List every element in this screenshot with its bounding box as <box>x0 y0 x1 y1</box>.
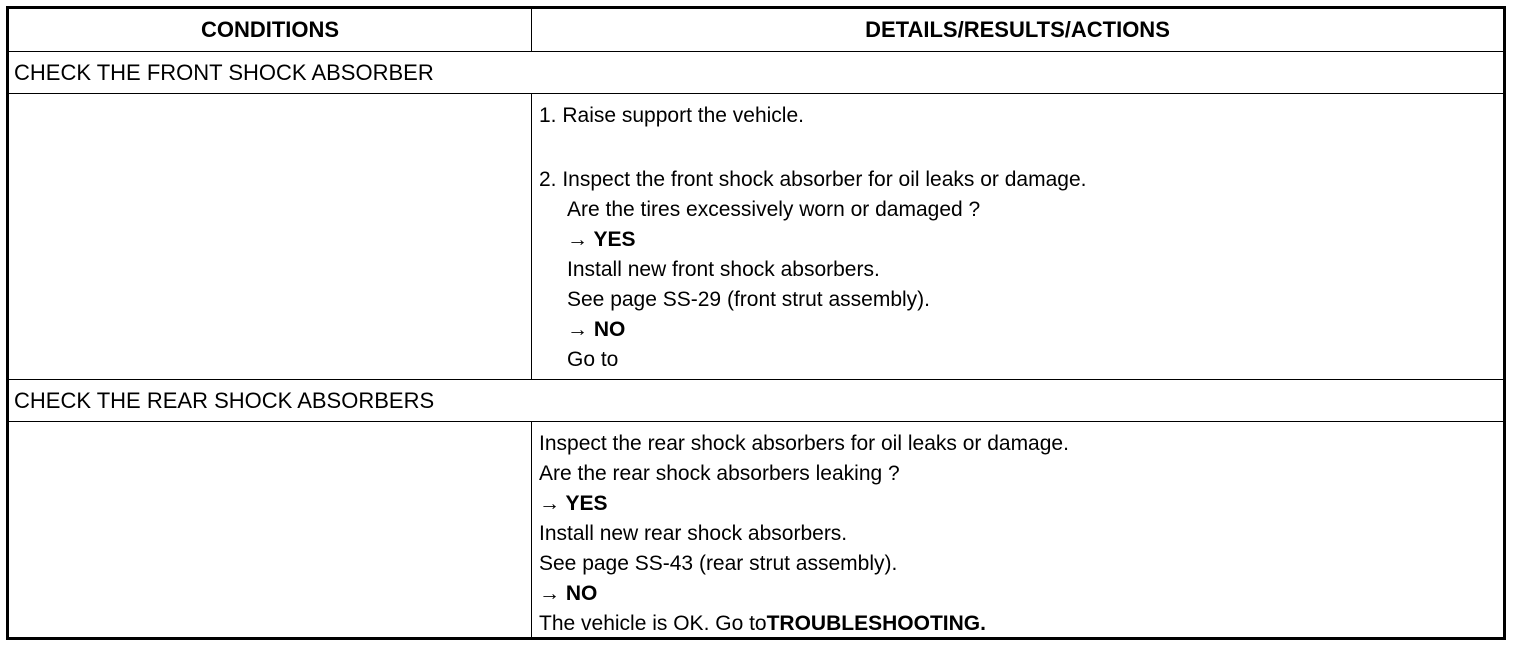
section-body-front <box>9 93 1503 379</box>
conditions-cell-front <box>9 94 531 379</box>
front-question: Are the tires excessively worn or damaged ? <box>567 198 981 221</box>
front-step-2: 2. Inspect the front shock absorber for oil leaks or damage. <box>539 168 1087 191</box>
section-title-rear: CHECK THE REAR SHOCK ABSORBERS <box>9 379 1503 421</box>
section-body-rear <box>9 421 1503 637</box>
front-no-action: Go to <box>567 348 619 371</box>
rear-yes-ref: See page SS-43 (rear strut assembly). <box>539 552 898 575</box>
front-no-label: → NO <box>567 318 626 341</box>
front-yes-action: Install new front shock absorbers. <box>567 258 880 281</box>
front-yes-label: → YES <box>567 228 636 251</box>
rear-no-action: The vehicle is OK. Go to <box>539 612 767 635</box>
header-details: DETAILS/RESULTS/ACTIONS <box>531 9 1503 51</box>
rear-step-1: Inspect the rear shock absorbers for oil leaks or damage. <box>539 432 1069 455</box>
rear-no-label: → NO <box>539 582 598 605</box>
details-cell-rear <box>531 422 1503 637</box>
troubleshooting-link[interactable]: TROUBLESHOOTING. <box>766 612 986 635</box>
rear-yes-action: Install new rear shock absorbers. <box>539 522 848 545</box>
conditions-cell-rear <box>9 422 531 637</box>
rear-no-line <box>539 609 1503 639</box>
diagnostic-table <box>6 6 1506 640</box>
front-yes-ref: See page SS-29 (front strut assembly). <box>567 288 930 311</box>
details-cell-front <box>531 94 1503 379</box>
section-title-front: CHECK THE FRONT SHOCK ABSORBER <box>9 51 1503 93</box>
rear-question: Are the rear shock absorbers leaking ? <box>539 462 900 485</box>
rear-yes-label: → YES <box>539 492 608 515</box>
front-step-1: 1. Raise support the vehicle. <box>539 104 804 127</box>
header-conditions: CONDITIONS <box>200 17 340 42</box>
table-header <box>9 9 1503 51</box>
